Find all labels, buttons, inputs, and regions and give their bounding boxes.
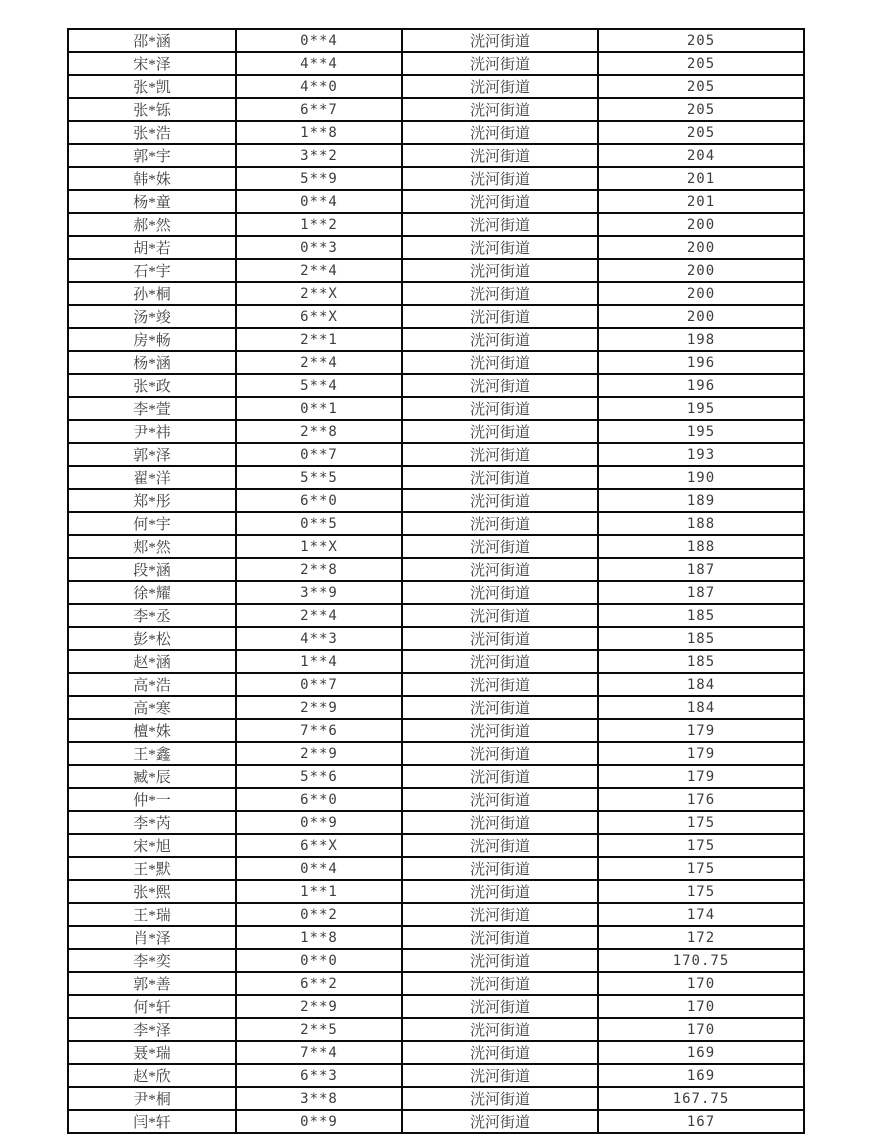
- table-row: [68, 52, 804, 75]
- table-row: [68, 213, 804, 236]
- masked-id-cell: 2**1: [236, 328, 402, 351]
- table-row: [68, 190, 804, 213]
- table-row: [68, 167, 804, 190]
- name-cell: 王*瑞: [68, 903, 236, 926]
- district-cell: 洸河街道: [402, 1110, 598, 1133]
- masked-id-cell: 0**2: [236, 903, 402, 926]
- district-cell: 洸河街道: [402, 190, 598, 213]
- name-cell: 高*寒: [68, 696, 236, 719]
- score-cell: 169: [598, 1041, 804, 1064]
- score-cell: 193: [598, 443, 804, 466]
- masked-id-cell: 2**X: [236, 282, 402, 305]
- score-cell: 179: [598, 742, 804, 765]
- masked-id-cell: 0**9: [236, 1110, 402, 1133]
- masked-id-cell: 2**8: [236, 558, 402, 581]
- masked-id-cell: 6**0: [236, 788, 402, 811]
- district-cell: 洸河街道: [402, 742, 598, 765]
- score-cell: 205: [598, 75, 804, 98]
- district-cell: 洸河街道: [402, 719, 598, 742]
- name-cell: 邵*涵: [68, 29, 236, 52]
- district-cell: 洸河街道: [402, 351, 598, 374]
- score-cell: 170: [598, 1018, 804, 1041]
- district-cell: 洸河街道: [402, 236, 598, 259]
- district-cell: 洸河街道: [402, 765, 598, 788]
- masked-id-cell: 0**3: [236, 236, 402, 259]
- score-cell: 201: [598, 190, 804, 213]
- score-cell: 170.75: [598, 949, 804, 972]
- masked-id-cell: 1**1: [236, 880, 402, 903]
- district-cell: 洸河街道: [402, 949, 598, 972]
- table-row: [68, 121, 804, 144]
- table-row: [68, 627, 804, 650]
- score-cell: 205: [598, 52, 804, 75]
- name-cell: 郭*善: [68, 972, 236, 995]
- score-cell: 184: [598, 696, 804, 719]
- table-row: [68, 926, 804, 949]
- name-cell: 张*凯: [68, 75, 236, 98]
- name-cell: 郭*宇: [68, 144, 236, 167]
- score-cell: 175: [598, 857, 804, 880]
- score-cell: 189: [598, 489, 804, 512]
- masked-id-cell: 3**8: [236, 1087, 402, 1110]
- name-cell: 檀*姝: [68, 719, 236, 742]
- table-row: [68, 489, 804, 512]
- name-cell: 汤*竣: [68, 305, 236, 328]
- table-row: [68, 397, 804, 420]
- name-cell: 韩*姝: [68, 167, 236, 190]
- district-cell: 洸河街道: [402, 995, 598, 1018]
- score-cell: 175: [598, 834, 804, 857]
- masked-id-cell: 1**4: [236, 650, 402, 673]
- district-cell: 洸河街道: [402, 443, 598, 466]
- table-row: [68, 811, 804, 834]
- district-cell: 洸河街道: [402, 420, 598, 443]
- district-cell: 洸河街道: [402, 880, 598, 903]
- score-cell: 205: [598, 29, 804, 52]
- name-cell: 杨*涵: [68, 351, 236, 374]
- district-cell: 洸河街道: [402, 305, 598, 328]
- table-row: [68, 535, 804, 558]
- score-cell: 188: [598, 512, 804, 535]
- score-table: [67, 28, 805, 1134]
- masked-id-cell: 0**9: [236, 811, 402, 834]
- masked-id-cell: 0**4: [236, 857, 402, 880]
- score-cell: 179: [598, 719, 804, 742]
- name-cell: 王*鑫: [68, 742, 236, 765]
- name-cell: 王*默: [68, 857, 236, 880]
- masked-id-cell: 1**2: [236, 213, 402, 236]
- score-cell: 175: [598, 811, 804, 834]
- masked-id-cell: 3**2: [236, 144, 402, 167]
- name-cell: 张*政: [68, 374, 236, 397]
- name-cell: 仲*一: [68, 788, 236, 811]
- masked-id-cell: 6**3: [236, 1064, 402, 1087]
- name-cell: 翟*洋: [68, 466, 236, 489]
- score-cell: 185: [598, 650, 804, 673]
- name-cell: 臧*辰: [68, 765, 236, 788]
- table-row: [68, 1041, 804, 1064]
- district-cell: 洸河街道: [402, 397, 598, 420]
- table-row: [68, 742, 804, 765]
- district-cell: 洸河街道: [402, 52, 598, 75]
- score-cell: 185: [598, 604, 804, 627]
- score-cell: 200: [598, 259, 804, 282]
- table-row: [68, 673, 804, 696]
- name-cell: 何*轩: [68, 995, 236, 1018]
- district-cell: 洸河街道: [402, 1064, 598, 1087]
- district-cell: 洸河街道: [402, 650, 598, 673]
- name-cell: 张*浩: [68, 121, 236, 144]
- score-cell: 176: [598, 788, 804, 811]
- name-cell: 石*宇: [68, 259, 236, 282]
- score-cell: 167.75: [598, 1087, 804, 1110]
- masked-id-cell: 4**0: [236, 75, 402, 98]
- score-cell: 205: [598, 98, 804, 121]
- table-row: [68, 558, 804, 581]
- name-cell: 尹*桐: [68, 1087, 236, 1110]
- score-cell: 188: [598, 535, 804, 558]
- district-cell: 洸河街道: [402, 696, 598, 719]
- masked-id-cell: 2**9: [236, 696, 402, 719]
- name-cell: 尹*祎: [68, 420, 236, 443]
- district-cell: 洸河街道: [402, 857, 598, 880]
- masked-id-cell: 5**6: [236, 765, 402, 788]
- name-cell: 宋*旭: [68, 834, 236, 857]
- masked-id-cell: 0**5: [236, 512, 402, 535]
- district-cell: 洸河街道: [402, 926, 598, 949]
- table-row: [68, 144, 804, 167]
- name-cell: 郑*彤: [68, 489, 236, 512]
- district-cell: 洸河街道: [402, 282, 598, 305]
- score-cell: 200: [598, 236, 804, 259]
- table-row: [68, 443, 804, 466]
- masked-id-cell: 0**7: [236, 443, 402, 466]
- masked-id-cell: 0**0: [236, 949, 402, 972]
- masked-id-cell: 5**4: [236, 374, 402, 397]
- table-row: [68, 949, 804, 972]
- masked-id-cell: 2**4: [236, 259, 402, 282]
- masked-id-cell: 2**9: [236, 995, 402, 1018]
- district-cell: 洸河街道: [402, 121, 598, 144]
- district-cell: 洸河街道: [402, 1087, 598, 1110]
- table-row: [68, 972, 804, 995]
- masked-id-cell: 6**2: [236, 972, 402, 995]
- name-cell: 闫*轩: [68, 1110, 236, 1133]
- name-cell: 张*熙: [68, 880, 236, 903]
- score-cell: 170: [598, 972, 804, 995]
- district-cell: 洸河街道: [402, 788, 598, 811]
- district-cell: 洸河街道: [402, 972, 598, 995]
- name-cell: 郝*然: [68, 213, 236, 236]
- district-cell: 洸河街道: [402, 834, 598, 857]
- masked-id-cell: 5**5: [236, 466, 402, 489]
- table-row: [68, 1018, 804, 1041]
- name-cell: 宋*泽: [68, 52, 236, 75]
- score-cell: 174: [598, 903, 804, 926]
- district-cell: 洸河街道: [402, 489, 598, 512]
- score-cell: 179: [598, 765, 804, 788]
- district-cell: 洸河街道: [402, 1018, 598, 1041]
- masked-id-cell: 6**7: [236, 98, 402, 121]
- table-row: [68, 1064, 804, 1087]
- score-cell: 196: [598, 351, 804, 374]
- score-cell: 205: [598, 121, 804, 144]
- score-cell: 196: [598, 374, 804, 397]
- district-cell: 洸河街道: [402, 581, 598, 604]
- score-cell: 195: [598, 397, 804, 420]
- score-cell: 200: [598, 305, 804, 328]
- score-cell: 204: [598, 144, 804, 167]
- name-cell: 李*芮: [68, 811, 236, 834]
- table-row: [68, 880, 804, 903]
- table-row: [68, 650, 804, 673]
- score-table-body: [68, 29, 804, 1133]
- masked-id-cell: 0**1: [236, 397, 402, 420]
- table-row: [68, 719, 804, 742]
- district-cell: 洸河街道: [402, 29, 598, 52]
- masked-id-cell: 6**0: [236, 489, 402, 512]
- masked-id-cell: 2**9: [236, 742, 402, 765]
- table-row: [68, 236, 804, 259]
- masked-id-cell: 1**8: [236, 121, 402, 144]
- score-cell: 184: [598, 673, 804, 696]
- table-row: [68, 581, 804, 604]
- table-row: [68, 98, 804, 121]
- masked-id-cell: 7**4: [236, 1041, 402, 1064]
- masked-id-cell: 6**X: [236, 834, 402, 857]
- name-cell: 孙*桐: [68, 282, 236, 305]
- district-cell: 洸河街道: [402, 466, 598, 489]
- score-cell: 185: [598, 627, 804, 650]
- name-cell: 李*泽: [68, 1018, 236, 1041]
- score-cell: 190: [598, 466, 804, 489]
- district-cell: 洸河街道: [402, 811, 598, 834]
- table-row: [68, 351, 804, 374]
- table-row: [68, 857, 804, 880]
- score-cell: 201: [598, 167, 804, 190]
- masked-id-cell: 5**9: [236, 167, 402, 190]
- name-cell: 何*宇: [68, 512, 236, 535]
- table-row: [68, 903, 804, 926]
- table-row: [68, 305, 804, 328]
- score-cell: 175: [598, 880, 804, 903]
- masked-id-cell: 0**7: [236, 673, 402, 696]
- score-cell: 198: [598, 328, 804, 351]
- name-cell: 徐*耀: [68, 581, 236, 604]
- masked-id-cell: 3**9: [236, 581, 402, 604]
- name-cell: 聂*瑞: [68, 1041, 236, 1064]
- district-cell: 洸河街道: [402, 75, 598, 98]
- district-cell: 洸河街道: [402, 144, 598, 167]
- district-cell: 洸河街道: [402, 558, 598, 581]
- table-row: [68, 466, 804, 489]
- table-row: [68, 765, 804, 788]
- score-cell: 170: [598, 995, 804, 1018]
- table-row: [68, 282, 804, 305]
- district-cell: 洸河街道: [402, 259, 598, 282]
- masked-id-cell: 4**4: [236, 52, 402, 75]
- district-cell: 洸河街道: [402, 374, 598, 397]
- score-cell: 187: [598, 581, 804, 604]
- name-cell: 胡*若: [68, 236, 236, 259]
- table-row: [68, 1110, 804, 1133]
- score-cell: 187: [598, 558, 804, 581]
- table-row: [68, 1087, 804, 1110]
- name-cell: 郭*泽: [68, 443, 236, 466]
- name-cell: 李*丞: [68, 604, 236, 627]
- name-cell: 李*萱: [68, 397, 236, 420]
- district-cell: 洸河街道: [402, 604, 598, 627]
- score-cell: 195: [598, 420, 804, 443]
- table-row: [68, 788, 804, 811]
- masked-id-cell: 1**X: [236, 535, 402, 558]
- masked-id-cell: 0**4: [236, 29, 402, 52]
- masked-id-cell: 6**X: [236, 305, 402, 328]
- table-row: [68, 696, 804, 719]
- district-cell: 洸河街道: [402, 512, 598, 535]
- name-cell: 李*奕: [68, 949, 236, 972]
- masked-id-cell: 0**4: [236, 190, 402, 213]
- name-cell: 彭*松: [68, 627, 236, 650]
- district-cell: 洸河街道: [402, 167, 598, 190]
- name-cell: 杨*童: [68, 190, 236, 213]
- masked-id-cell: 4**3: [236, 627, 402, 650]
- score-cell: 172: [598, 926, 804, 949]
- district-cell: 洸河街道: [402, 673, 598, 696]
- name-cell: 赵*欣: [68, 1064, 236, 1087]
- name-cell: 高*浩: [68, 673, 236, 696]
- district-cell: 洸河街道: [402, 535, 598, 558]
- name-cell: 郏*然: [68, 535, 236, 558]
- masked-id-cell: 2**8: [236, 420, 402, 443]
- score-cell: 169: [598, 1064, 804, 1087]
- district-cell: 洸河街道: [402, 98, 598, 121]
- masked-id-cell: 2**5: [236, 1018, 402, 1041]
- name-cell: 肖*泽: [68, 926, 236, 949]
- masked-id-cell: 1**8: [236, 926, 402, 949]
- table-row: [68, 328, 804, 351]
- table-row: [68, 29, 804, 52]
- table-row: [68, 834, 804, 857]
- name-cell: 张*铄: [68, 98, 236, 121]
- table-row: [68, 420, 804, 443]
- table-row: [68, 75, 804, 98]
- score-cell: 167: [598, 1110, 804, 1133]
- name-cell: 段*涵: [68, 558, 236, 581]
- table-row: [68, 604, 804, 627]
- masked-id-cell: 2**4: [236, 351, 402, 374]
- table-row: [68, 374, 804, 397]
- table-row: [68, 995, 804, 1018]
- district-cell: 洸河街道: [402, 627, 598, 650]
- name-cell: 房*畅: [68, 328, 236, 351]
- score-cell: 200: [598, 213, 804, 236]
- table-row: [68, 512, 804, 535]
- district-cell: 洸河街道: [402, 213, 598, 236]
- district-cell: 洸河街道: [402, 328, 598, 351]
- district-cell: 洸河街道: [402, 1041, 598, 1064]
- district-cell: 洸河街道: [402, 903, 598, 926]
- name-cell: 赵*涵: [68, 650, 236, 673]
- masked-id-cell: 2**4: [236, 604, 402, 627]
- masked-id-cell: 7**6: [236, 719, 402, 742]
- score-cell: 200: [598, 282, 804, 305]
- table-row: [68, 259, 804, 282]
